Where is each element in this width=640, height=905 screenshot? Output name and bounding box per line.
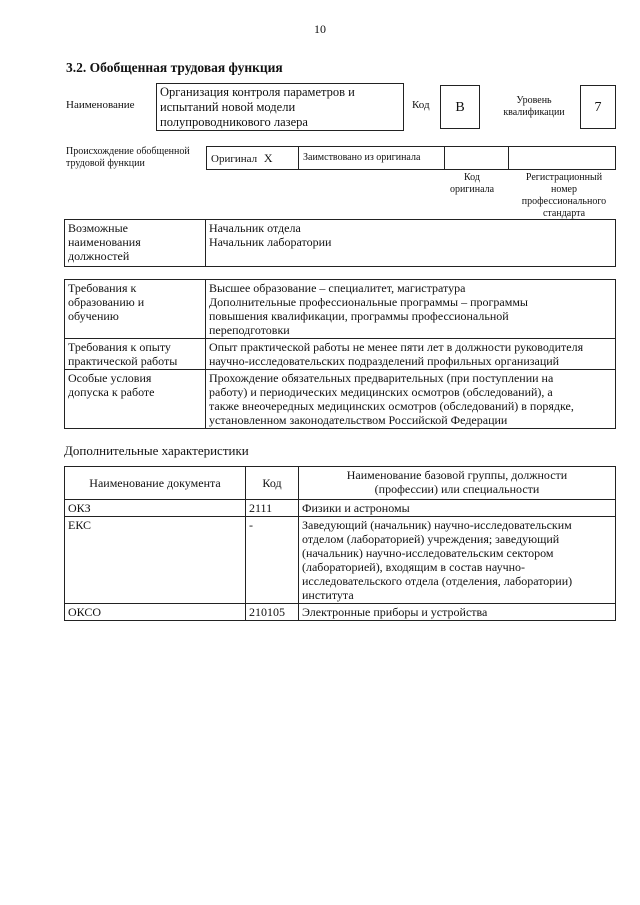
original-label: Оригинал bbox=[211, 153, 258, 165]
section-title: 3.2. Обобщенная трудовая функция bbox=[66, 60, 283, 75]
table-header-row bbox=[65, 467, 616, 500]
req-label: Требования к опыту практической работы bbox=[65, 339, 206, 370]
table-row bbox=[65, 220, 616, 267]
cell-code: - bbox=[246, 517, 299, 604]
cell-name: Физики и астрономы bbox=[299, 500, 616, 517]
positions-label: Возможные наименования должностей bbox=[65, 220, 206, 267]
positions-value: Начальник отдела Начальник лаборатории bbox=[206, 220, 616, 267]
header-doc: Наименование документа bbox=[65, 467, 246, 500]
table-row bbox=[65, 370, 616, 429]
table-row bbox=[65, 280, 616, 339]
requirements-table bbox=[64, 279, 616, 429]
cell-name: Электронные приборы и устройства bbox=[299, 604, 616, 621]
additional-table bbox=[64, 466, 616, 621]
req-label: Особые условия допуска к работе bbox=[65, 370, 206, 429]
reg-number-cell bbox=[509, 147, 615, 169]
cell-doc: ОКЗ bbox=[65, 500, 246, 517]
table-row bbox=[65, 500, 616, 517]
borrowed-cell: Заимствовано из оригинала bbox=[299, 147, 445, 169]
code-original-cell bbox=[445, 147, 509, 169]
reg-number-caption: Регистрационный номер профессионального стандарта bbox=[521, 172, 607, 219]
original-cell bbox=[207, 147, 299, 169]
code-original-caption: Код оригинала bbox=[449, 172, 495, 195]
level-label: Уровень квалификации bbox=[503, 95, 565, 118]
code-value-box: B bbox=[440, 85, 480, 129]
code-label: Код bbox=[412, 99, 430, 111]
table-row bbox=[65, 604, 616, 621]
req-value: Прохождение обязательных предварительных (при поступлении на работу) и периодических медицинских осмотров (обследований), а также внеочередных медицинских осмотров (обследований) в порядке, установленном законодательством Российской Федерации bbox=[206, 370, 616, 429]
name-label: Наименование bbox=[66, 99, 135, 111]
cell-doc: ЕКС bbox=[65, 517, 246, 604]
req-label: Требования к образованию и обучению bbox=[65, 280, 206, 339]
origin-label: Происхождение обобщенной трудовой функции bbox=[66, 146, 190, 169]
original-mark: X bbox=[263, 151, 273, 165]
level-value-box: 7 bbox=[580, 85, 616, 129]
req-value: Опыт практической работы не менее пяти лет в должности руководителя научно-исследовательских подразделений профильных организаций bbox=[206, 339, 616, 370]
page-number: 10 bbox=[314, 22, 326, 36]
origin-row bbox=[206, 146, 616, 170]
cell-code: 2111 bbox=[246, 500, 299, 517]
cell-doc: ОКСО bbox=[65, 604, 246, 621]
additional-title: Дополнительные характеристики bbox=[64, 443, 249, 458]
table-row bbox=[65, 517, 616, 604]
header-name: Наименование базовой группы, должности (профессии) или специальности bbox=[299, 467, 616, 500]
function-name-box: Организация контроля параметров и испытаний новой модели полупроводникового лазера bbox=[156, 83, 404, 131]
cell-code: 210105 bbox=[246, 604, 299, 621]
positions-table bbox=[64, 219, 616, 267]
table-row bbox=[65, 339, 616, 370]
req-value: Высшее образование – специалитет, магистратура Дополнительные профессиональные программы – программы повышения квалификации, программы профессиональной переподготовки bbox=[206, 280, 616, 339]
cell-name: Заведующий (начальник) научно-исследовательским отделом (лабораторией) учреждения; заведующий (начальник) научно-исследовательским сектором (лабораторией), входящим в состав научно- исследовательского отдела (отделения, лаборатории) института bbox=[299, 517, 616, 604]
header-code: Код bbox=[246, 467, 299, 500]
